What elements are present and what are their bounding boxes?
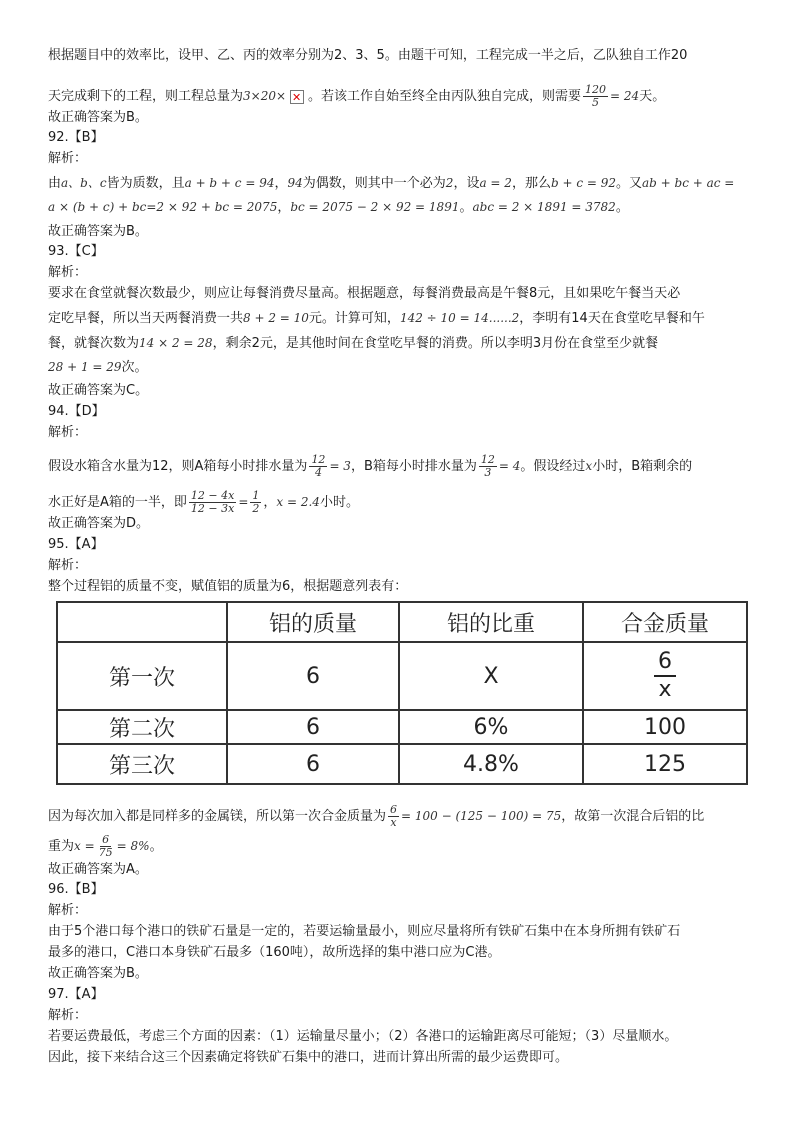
- alloy-table: [56, 601, 748, 785]
- table-header-row: [57, 602, 747, 642]
- question-number: 94.【D】: [48, 404, 105, 419]
- question-number: 95.【A】: [48, 537, 104, 552]
- answer-line: 故正确答案为B。: [48, 224, 148, 239]
- text-line: a × (b + c) + bc=2 × 92 + bc = 2075，bc = 2075 − 2 × 92 = 1891。abc = 2 × 1891 = 3782。: [48, 200, 629, 215]
- table-cell: 第一次: [57, 642, 227, 710]
- text-line: 天完成剩下的工程，则工程总量为3×20×✕ 。若该工作自始至终全由丙队独自完成，则需要 $\frac{120}{5}$ = 24天。: [48, 84, 760, 109]
- text-line: 整个过程铝的质量不变，赋值铝的质量为6，根据题意列表有：: [48, 579, 408, 594]
- analysis-label: 解析：: [48, 425, 88, 440]
- text-line: 重为x = $\frac{6}{75}$ = 8%。: [48, 833, 163, 859]
- text-line: 根据题目中的效率比，设甲、乙、丙的效率分别为2、3、5。由题干可知，工程完成一半之后，乙队独自工作20: [48, 48, 688, 63]
- text-line: 最多的港口，C港口本身铁矿石最多（160吨），故所选择的集中港口应为C港。: [48, 945, 501, 960]
- table-header-cell: 铝的质量: [227, 602, 399, 642]
- answer-line: 故正确答案为D。: [48, 516, 150, 531]
- question-number: 92.【B】: [48, 130, 104, 145]
- table-header-cell: 合金质量: [583, 602, 747, 642]
- table-cell: 6: [227, 710, 399, 744]
- question-number: 93.【C】: [48, 244, 104, 259]
- table-cell: X: [399, 642, 583, 710]
- text-line: 28 + 1 = 29次。: [48, 360, 148, 375]
- table-cell: 第二次: [57, 710, 227, 744]
- table-cell: 100: [583, 710, 747, 744]
- question-number: 96.【B】: [48, 882, 104, 897]
- text-line: 若要运费最低，考虑三个方面的因素：（1）运输量尽量小；（2）各港口的运输距离尽可能短；（3）尽量顺水。: [48, 1029, 678, 1044]
- analysis-label: 解析：: [48, 903, 88, 918]
- table-cell: 6: [227, 744, 399, 784]
- analysis-label: 解析：: [48, 151, 88, 166]
- text-line: 因为每次加入都是同样多的金属镁，所以第一次合金质量为 $\frac{6}{x}$ = 100 − (125 − 100) = 75，故第一次混合后铝的比: [48, 803, 705, 829]
- table-header-cell: [57, 602, 227, 642]
- table-cell: 6%: [399, 710, 583, 744]
- text-line: 水正好是A箱的一半，即 $\frac{12 - 4x}{12 - 3x}$ = $\frac{1}{2}$ ，x = 2.4小时。: [48, 489, 359, 515]
- text-line: 因此，接下来结合这三个因素确定将铁矿石集中的港口，进而计算出所需的最少运费即可。: [48, 1050, 569, 1065]
- table-cell: 6: [227, 642, 399, 710]
- answer-line: 故正确答案为C。: [48, 383, 149, 398]
- analysis-label: 解析：: [48, 558, 88, 573]
- text-line: 定吃早餐，所以当天两餐消费一共8 + 2 = 10元。计算可知，142 ÷ 10 = 14......2，李明有14天在食堂吃早餐和午: [48, 311, 705, 326]
- table-row: [57, 744, 747, 784]
- text-line: 由于5个港口每个港口的铁矿石量是一定的，若要运输量最小，则应尽量将所有铁矿石集中在本身所拥有铁矿石: [48, 924, 681, 939]
- alloy-fraction: $\frac{6}{x}$: [654, 649, 676, 703]
- text-line: 假设水箱含水量为12，则A箱每小时排水量为 $\frac{12}{4}$ = 3，B箱每小时排水量为 $\frac{12}{3}$ = 4。假设经过x小时，B箱剩余的: [48, 453, 693, 479]
- math: 3×20×: [243, 89, 287, 103]
- fraction: $\frac{120}{5}$: [585, 83, 607, 109]
- table-cell: [583, 642, 747, 710]
- broken-image-icon: [290, 90, 304, 104]
- table-cell: 第三次: [57, 744, 227, 784]
- text-line: 餐，就餐次数为14 × 2 = 28，剩余2元，是其他时间在食堂吃早餐的消费。所以李明3月份在食堂至少就餐: [48, 336, 659, 351]
- table-cell: 4.8%: [399, 744, 583, 784]
- answer-line: 故正确答案为B。: [48, 966, 148, 981]
- table-cell: 125: [583, 744, 747, 784]
- analysis-label: 解析：: [48, 1008, 88, 1023]
- table-row: [57, 642, 747, 710]
- question-number: 97.【A】: [48, 987, 104, 1002]
- table-header-cell: 铝的比重: [399, 602, 583, 642]
- answer-line: 故正确答案为A。: [48, 862, 148, 877]
- text-line: 要求在食堂就餐次数最少，则应让每餐消费尽量高。根据题意，每餐消费最高是午餐8元，且如果吃午餐当天必: [48, 286, 681, 301]
- table-row: [57, 710, 747, 744]
- text-line: 由a、b、c皆为质数，且a + b + c = 94，94为偶数，则其中一个必为2，设a = 2，那么b + c = 92。又ab + bc + ac =: [48, 176, 735, 191]
- analysis-label: 解析：: [48, 265, 88, 280]
- answer-line: 故正确答案为B。: [48, 110, 148, 125]
